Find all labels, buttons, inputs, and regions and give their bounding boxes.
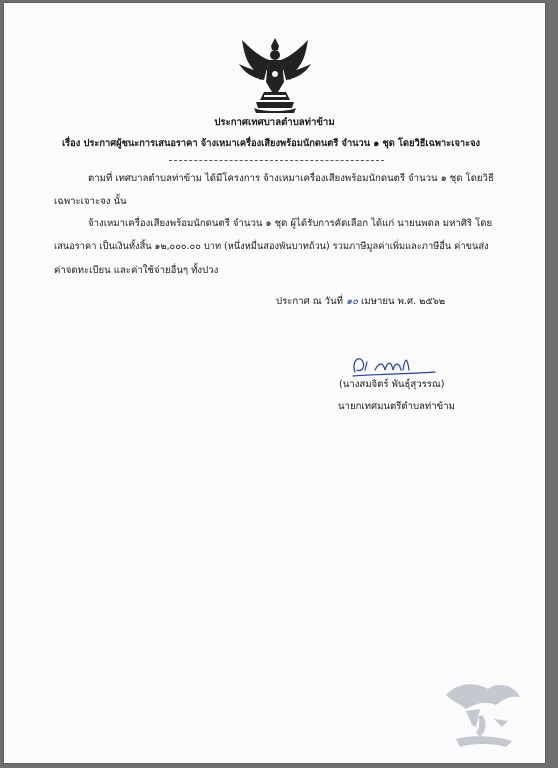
paragraph1-line2: เฉพาะเจาะจง นั้น	[54, 196, 127, 207]
signer-position: นายกเทศมนตรีตำบลท่าข้าม	[338, 401, 455, 412]
announcement-date	[276, 296, 445, 308]
document-page	[4, 3, 545, 763]
announce-prefix: ประกาศ ณ วันที่	[276, 296, 343, 307]
announce-month-year: เมษายน พ.ศ. ๒๕๖๒	[361, 296, 446, 307]
faint-stamp-mark	[436, 675, 528, 757]
announcement-header-title: ประกาศเทศบาลตำบลท่าข้าม	[214, 117, 335, 128]
announce-day: ๑๐	[346, 296, 358, 307]
garuda-emblem-icon	[234, 36, 316, 114]
subject-line: เรื่อง ประกาศผู้ชนะการเสนอราคา จ้างเหมาเครื่องเสียงพร้อมนักดนตรี จำนวน ๑ ชุด โดยวิธีเฉพาะเจาะจง	[62, 138, 481, 149]
paragraph2-line1: จ้างเหมาเครื่องเสียงพร้อมนักดนตรี จำนวน ๑ ชุด ผู้ได้รับการคัดเลือก ได้แก่ นายนพดล มหาศิริ โดย	[88, 218, 493, 229]
dashed-divider	[169, 160, 384, 161]
paragraph2-line3: ค่าจดทะเบียน และค่าใช้จ่ายอื่นๆ ทั้งปวง	[54, 265, 219, 276]
signer-name: (นางสมจิตร์ พันธุ์สุวรรณ)	[339, 379, 445, 390]
signature-mark	[349, 348, 439, 382]
paragraph2-line2: เสนอราคา เป็นเงินทั้งสิ้น ๑๒,๐๐๐.๐๐ บาท (หนึ่งหมื่นสองพันบาทถ้วน) รวมภาษีมูลค่าเพิ่มและภาษีอื่น ค่าขนส่ง	[54, 241, 489, 252]
paragraph1-line1: ตามที่ เทศบาลตำบลท่าข้าม ได้มีโครงการ จ้างเหมาเครื่องเสียงพร้อมนักดนตรี จำนวน ๑ ชุด โดยวิธี	[88, 173, 494, 184]
